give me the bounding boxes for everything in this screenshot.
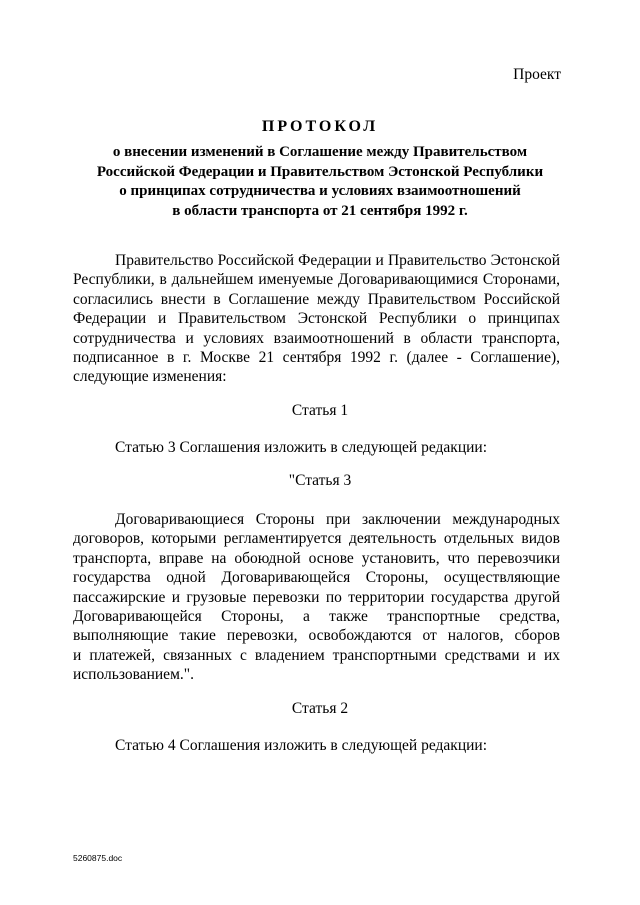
article-1-text <box>73 510 560 685</box>
text-line: договоров, которыми регламентируется деятельность отдельных видов <box>73 530 560 548</box>
draft-label: Проект <box>513 66 561 83</box>
text-line: транспорта, вправе на обоюдной основе установить, что перевозчики <box>73 549 560 567</box>
document-subtitle <box>70 143 570 221</box>
article-1-heading: Статья 1 <box>291 402 349 419</box>
text-line: государства одной Договаривающейся Стороны, осуществляющие <box>73 569 560 587</box>
text-line: подписанное в г. Москве 21 сентября 1992 г. (далее - Соглашение), <box>73 348 560 366</box>
document-title: ПРОТОКОЛ <box>261 118 379 135</box>
text-line: Договаривающейся Стороны, а также транспортные средства, <box>73 607 560 625</box>
text-line: согласились внести в Соглашение между Правительством Российской <box>73 290 560 308</box>
text-line: использованием.". <box>73 666 194 684</box>
text-line: сотрудничества и условиях взаимоотношений в области транспорта, <box>73 329 560 347</box>
text-line: Правительство Российской Федерации и Правительство Эстонской <box>115 252 560 269</box>
subtitle-line: о внесении изменений в Соглашение между Правительством <box>112 144 528 160</box>
subtitle-line: в области транспорта от 21 сентября 1992 г. <box>172 202 468 219</box>
text-line: и платежей, связанных с владением транспортными средствами и их <box>73 646 560 664</box>
text-line: выполняющие такие перевозки, освобождаются от налогов, сборов <box>73 627 560 645</box>
text-line: Федерации и Правительством Эстонской Республики о принципах <box>73 310 560 328</box>
text-line: Республики, в дальнейшем именуемые Договаривающимися Сторонами, <box>73 271 560 289</box>
article-2-instruction: Статью 4 Соглашения изложить в следующей редакции: <box>115 737 488 754</box>
quoted-article-heading: "Статья 3 <box>288 472 352 489</box>
file-name-footer: 5260875.doc <box>73 853 123 863</box>
text-line: следующие изменения: <box>73 368 227 386</box>
article-1-instruction: Статью 3 Соглашения изложить в следующей редакции: <box>115 439 488 456</box>
text-line: Договаривающиеся Стороны при заключении международных <box>115 511 560 528</box>
text-line: пассажирские и грузовые перевозки по территории государства другой <box>73 588 560 606</box>
subtitle-line: Российской Федерации и Правительством Эстонской Республики <box>96 163 544 180</box>
intro-paragraph <box>73 251 560 387</box>
article-2-heading: Статья 2 <box>291 700 349 717</box>
subtitle-line: о принципах сотрудничества и условиях взаимоотношений <box>119 183 521 199</box>
